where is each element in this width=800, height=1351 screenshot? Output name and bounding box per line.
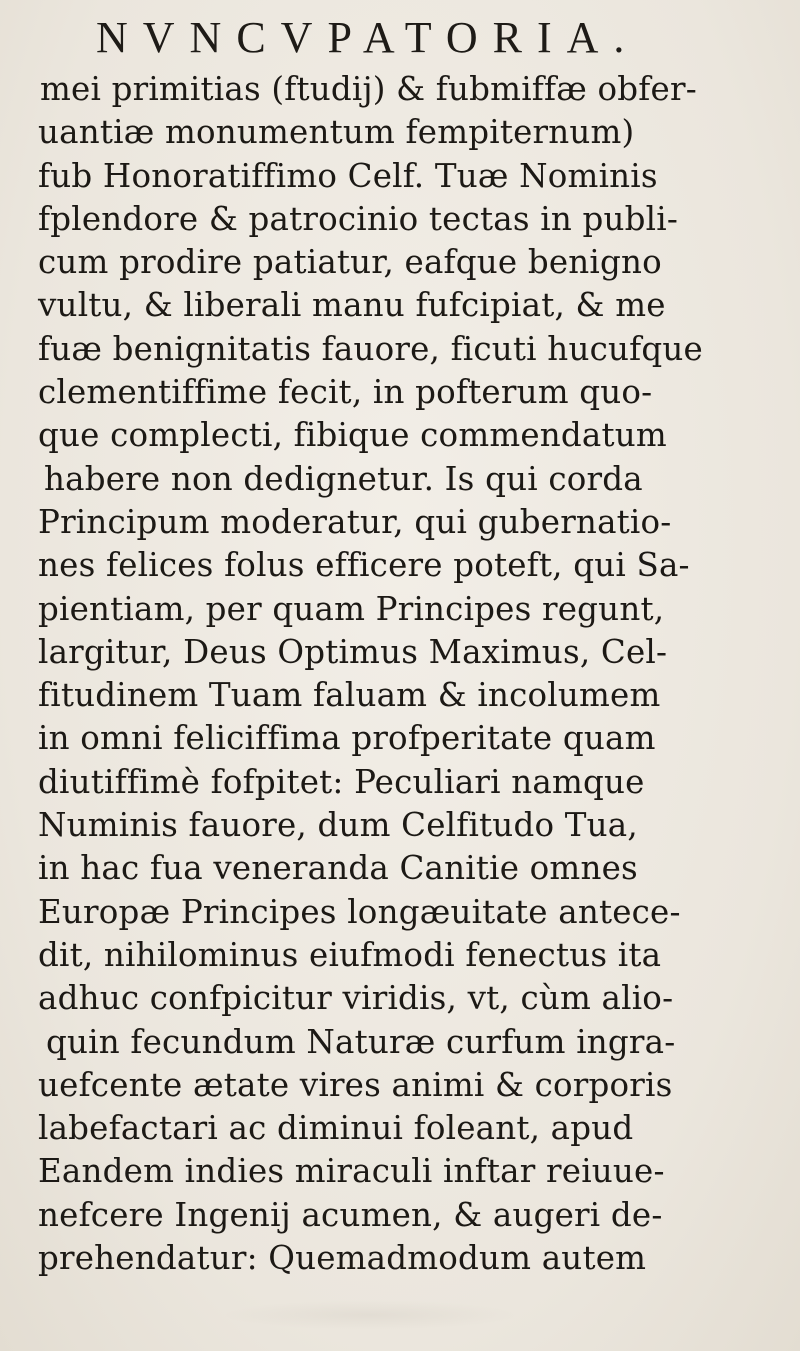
text-line: pientiam, per quam Principes regunt, [38,589,665,628]
text-line: fitudinem Tuam faluam & incolumem [38,676,661,715]
text-line: fplendore & patrocinio tectas in publi- [38,199,678,238]
text-line: Principum moderatur, qui gubernatio- [38,502,672,541]
text-line: habere non dedignetur. Is qui corda [44,459,643,498]
text-line: quin fecundum Naturæ curfum ingra- [46,1022,676,1061]
text-line: nefcere Ingenij acumen, & augeri de- [38,1195,663,1234]
text-line: diutiffimè fofpitet: Peculiari namque [38,762,645,801]
text-line: fuæ benignitatis fauore, ficuti hucufque [38,329,703,368]
text-line: in hac fua veneranda Canitie omnes [38,849,638,888]
page-body-text [38,68,798,1280]
text-line: nes felices folus efficere poteft, qui Sa- [38,546,690,585]
text-line: largitur, Deus Optimus Maximus, Cel- [38,632,668,671]
text-line: que complecti, fibique commendatum [38,416,667,455]
paper-stain [220,1300,520,1330]
text-line: mei primitias (ftudij) & fubmiffæ obfer- [40,70,697,108]
text-line: Europæ Principes longæuitate antece- [38,892,681,931]
text-line: labefactari ac diminui foleant, apud [38,1109,634,1148]
text-line: Eandem indies miraculi inftar reiuue- [38,1152,665,1191]
text-line: prehendatur: Quemadmodum autem [38,1239,647,1278]
text-line: uantiæ monumentum fempiternum) [38,113,635,152]
text-line: uefcente ætate vires animi & corporis [38,1065,673,1104]
text-line: fub Honoratiffimo Celf. Tuæ Nominis [38,156,658,195]
text-line: cum prodire patiatur, eafque benigno [38,243,662,282]
text-line: dit, nihilominus eiufmodi fenectus ita [38,935,662,974]
running-title: NVNCVPATORIA. [96,13,640,62]
text-line: vultu, & liberali manu fufcipiat, & me [38,286,666,325]
text-line: adhuc confpicitur viridis, vt, cùm alio- [38,979,674,1018]
text-line: clementiffime fecit, in pofterum quo- [38,373,653,412]
text-line: in omni feliciffima profperitate quam [38,719,656,758]
text-line: Numinis fauore, dum Celfitudo Tua, [38,806,638,845]
